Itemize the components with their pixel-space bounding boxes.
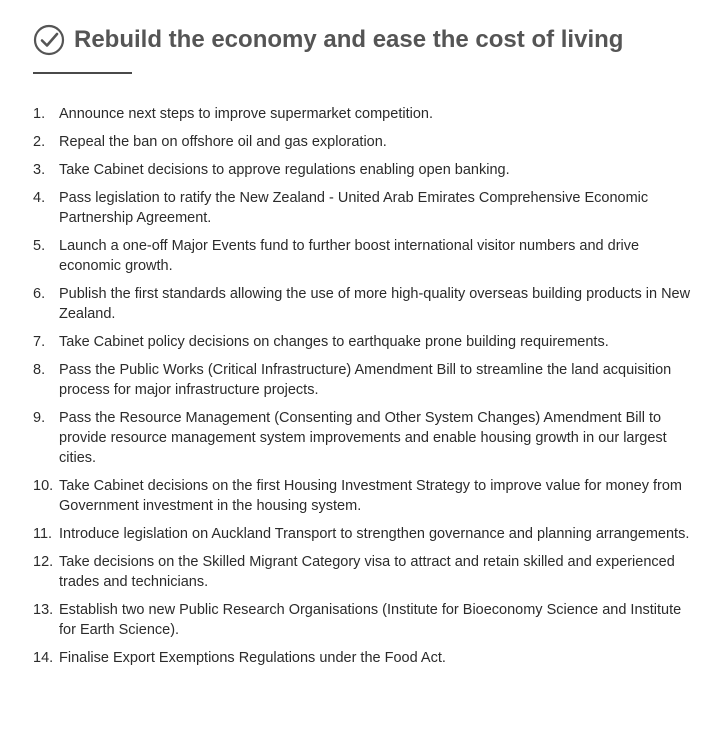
- list-item-number: 10.: [33, 478, 54, 494]
- list-item: [33, 284, 693, 324]
- list-item-number: 12.: [33, 554, 54, 570]
- list-item-text: Take Cabinet policy decisions on changes to earthquake prone building requirements.: [59, 334, 609, 350]
- list-item: [33, 160, 693, 180]
- list-item: [33, 132, 693, 152]
- list-item-text: Launch a one-off Major Events fund to further boost international visitor numbers and drive economic growth.: [59, 238, 640, 274]
- list-item-text: Take Cabinet decisions to approve regulations enabling open banking.: [59, 162, 510, 178]
- check-circle-icon: [33, 24, 65, 56]
- list-item-text: Introduce legislation on Auckland Transport to strengthen governance and planning arrangements.: [59, 526, 690, 542]
- list-item: [33, 476, 693, 516]
- list-item: [33, 104, 693, 124]
- list-item-number: 2.: [33, 134, 46, 150]
- list-item-number: 1.: [33, 106, 46, 122]
- list-item-text: Finalise Export Exemptions Regulations under the Food Act.: [59, 650, 446, 666]
- list-item-number: 3.: [33, 162, 46, 178]
- list-item-text: Pass legislation to ratify the New Zealand - United Arab Emirates Comprehensive Economic Partnership Agreement.: [59, 190, 649, 226]
- list-item-number: 6.: [33, 286, 46, 302]
- list-item: [33, 360, 693, 400]
- list-item-text: Repeal the ban on offshore oil and gas exploration.: [59, 134, 387, 150]
- list-item: [33, 236, 693, 276]
- list-item-number: 5.: [33, 238, 46, 254]
- list-item: [33, 408, 693, 468]
- list-item: [33, 524, 693, 544]
- page-title: Rebuild the economy and ease the cost of living: [74, 26, 624, 53]
- list-item-number: 13.: [33, 602, 54, 618]
- list-item: [33, 332, 693, 352]
- list-item-number: 14.: [33, 650, 54, 666]
- list-item: [33, 188, 693, 228]
- list-item: [33, 600, 693, 640]
- list-item-text: Take Cabinet decisions on the first Housing Investment Strategy to improve value for money from Government investment in the housing system.: [59, 478, 682, 514]
- action-list: [33, 104, 693, 676]
- list-item-number: 8.: [33, 362, 46, 378]
- list-item-text: Pass the Public Works (Critical Infrastructure) Amendment Bill to streamline the land acquisition process for major infrastructure projects.: [59, 362, 672, 398]
- list-item-number: 11.: [33, 526, 53, 542]
- list-item: [33, 648, 693, 668]
- list-item-text: Establish two new Public Research Organisations (Institute for Bioeconomy Science and Institute for Earth Science).: [59, 602, 682, 638]
- list-item-text: Pass the Resource Management (Consenting and Other System Changes) Amendment Bill to provide resource management system improvements and enable housing growth in our largest cities.: [59, 410, 667, 466]
- list-item: [33, 552, 693, 592]
- list-item-text: Announce next steps to improve supermarket competition.: [59, 106, 433, 122]
- list-item-text: Publish the first standards allowing the use of more high-quality overseas building products in New Zealand.: [59, 286, 691, 322]
- title-underline: [33, 72, 132, 74]
- list-item-number: 7.: [33, 334, 46, 350]
- list-item-number: 4.: [33, 190, 46, 206]
- list-item-number: 9.: [33, 410, 46, 426]
- list-item-text: Take decisions on the Skilled Migrant Category visa to attract and retain skilled and experienced trades and technicians.: [59, 554, 675, 590]
- section-header: [33, 24, 623, 56]
